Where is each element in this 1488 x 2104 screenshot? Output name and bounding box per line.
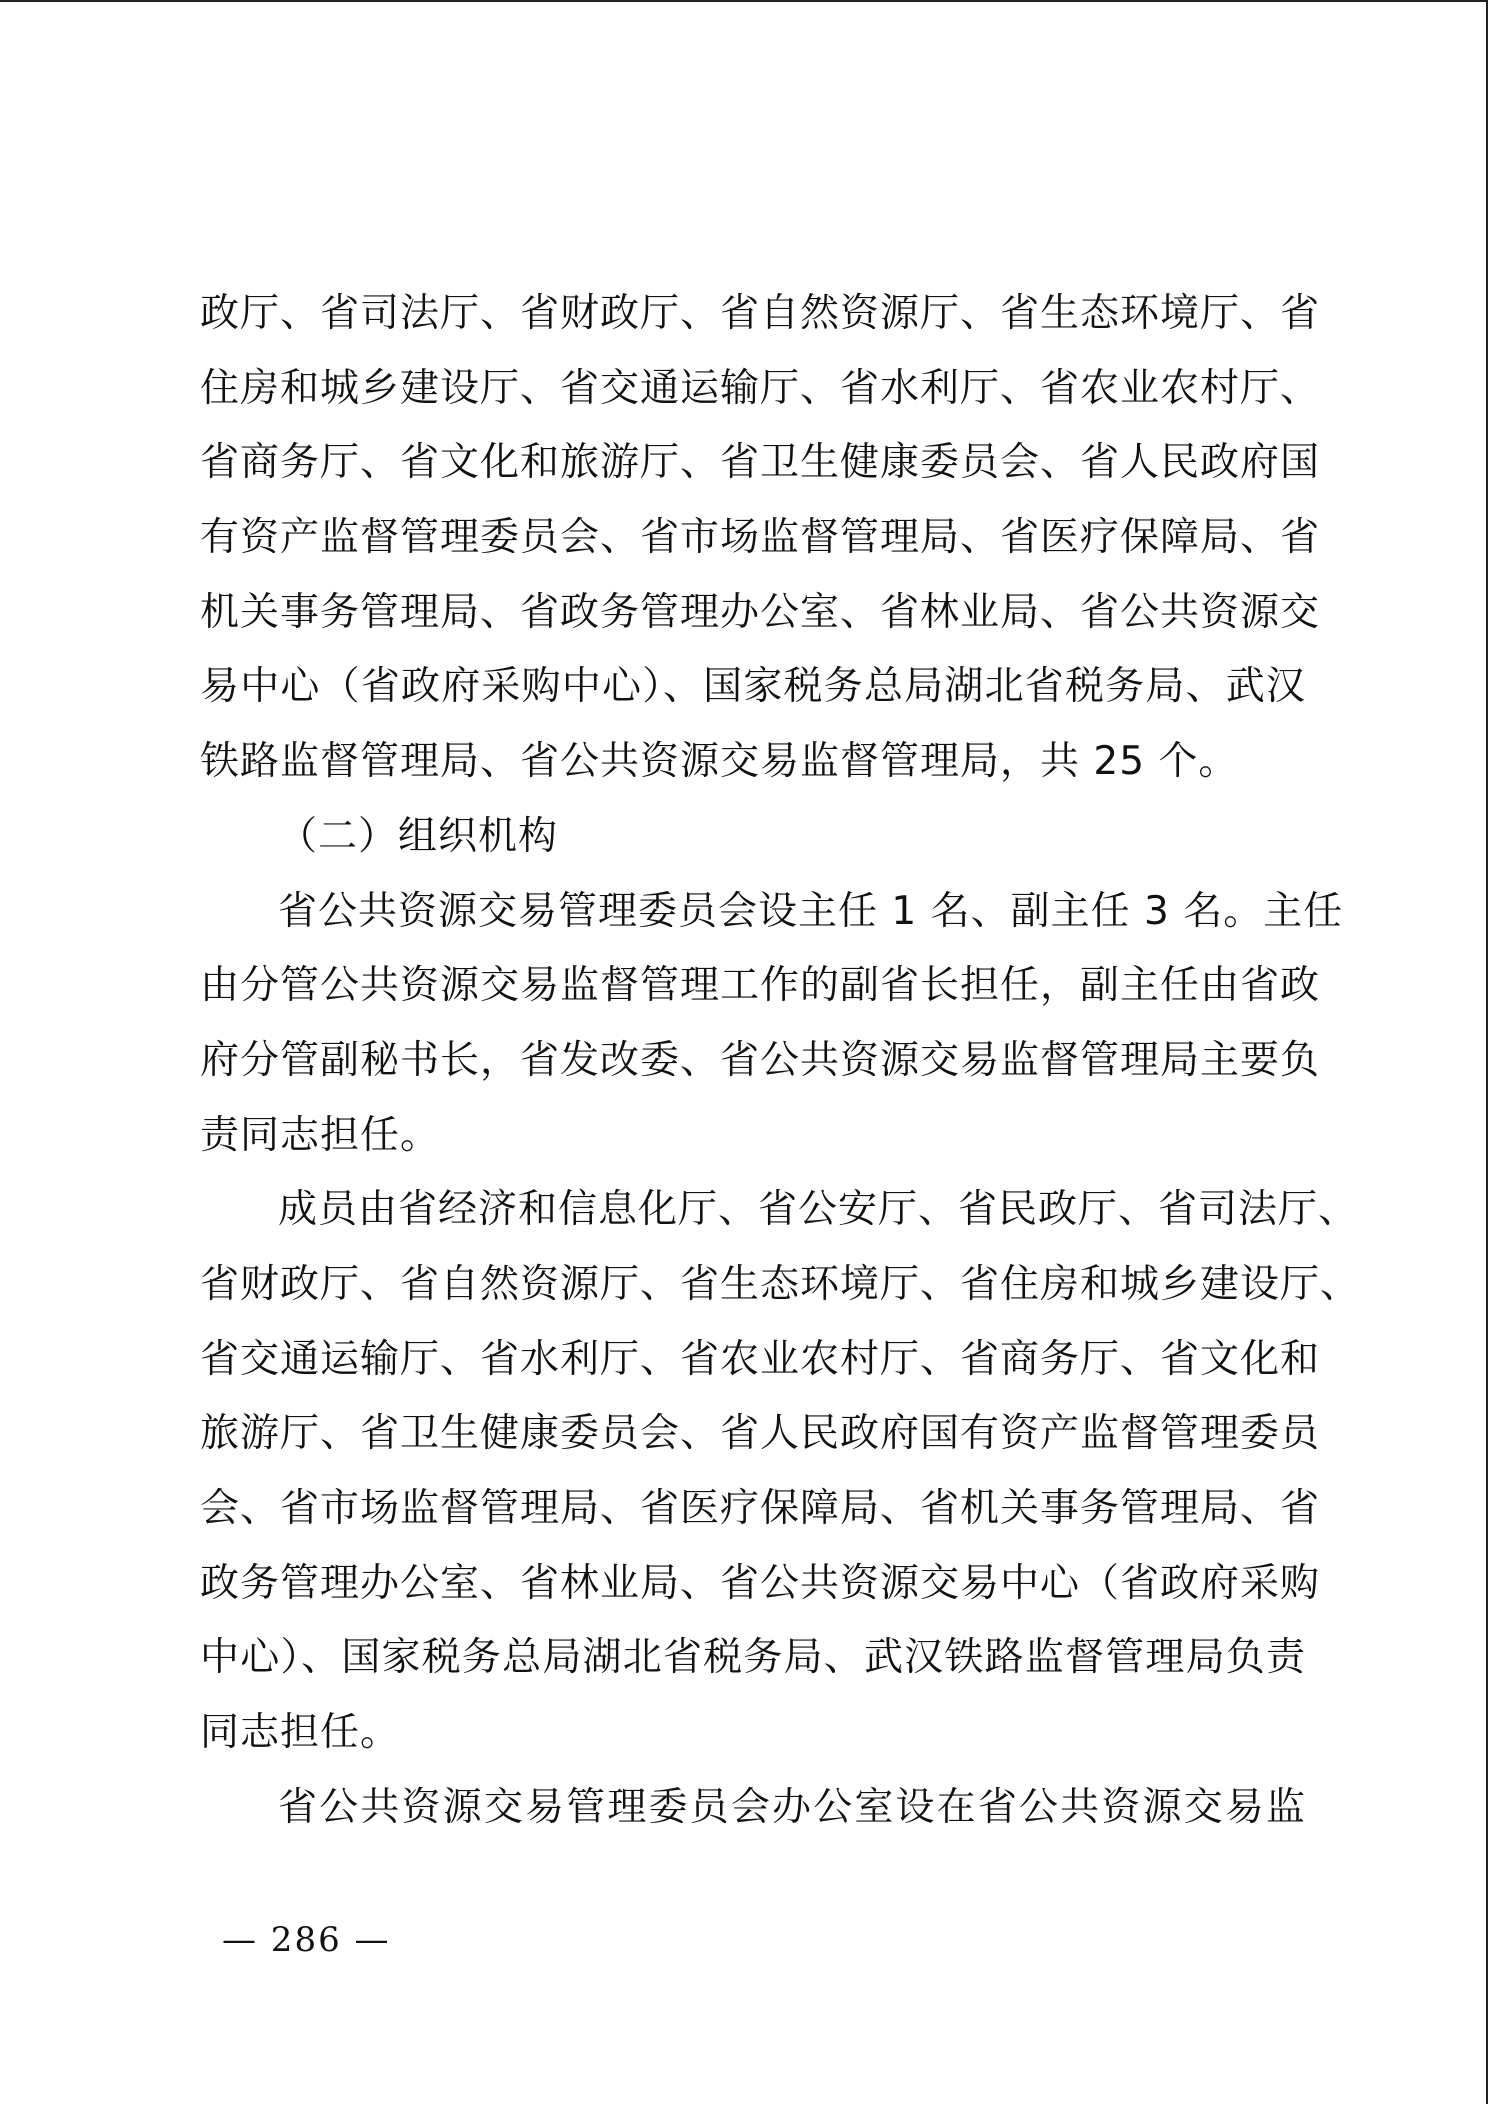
text-line: 省公共资源交易管理委员会办公室设在省公共资源交易监 bbox=[278, 1784, 1306, 1830]
text-line: 省财政厅、省自然资源厅、省生态环境厅、省住房和城乡建设厅、 bbox=[200, 1261, 1361, 1307]
text-line: 省交通运输厅、省水利厅、省农业农村厅、省商务厅、省文化和 bbox=[200, 1336, 1321, 1382]
text-line: 中心）、国家税务总局湖北省税务局、武汉铁路监督管理局负责 bbox=[200, 1635, 1306, 1681]
text-line: 易中心（省政府采购中心）、国家税务总局湖北省税务局、武汉 bbox=[200, 664, 1306, 710]
text-line: 同志担任。 bbox=[200, 1710, 401, 1756]
text-line: 旅游厅、省卫生健康委员会、省人民政府国有资产监督管理委员 bbox=[200, 1411, 1321, 1457]
text-line: 责同志担任。 bbox=[200, 1112, 441, 1158]
text-line: 政厅、省司法厅、省财政厅、省自然资源厅、省生态环境厅、省 bbox=[200, 291, 1321, 336]
document-body bbox=[200, 277, 1361, 1845]
text-line: 府分管副秘书长，省发改委、省公共资源交易监督管理局主要负 bbox=[200, 1037, 1321, 1083]
text-line: 政务管理办公室、省林业局、省公共资源交易中心（省政府采购 bbox=[200, 1560, 1321, 1606]
text-line: 成员由省经济和信息化厅、省公安厅、省民政厅、省司法厅、 bbox=[278, 1187, 1359, 1233]
text-line: 铁路监督管理局、省公共资源交易监督管理局，共 25 个。 bbox=[200, 739, 1239, 785]
text-line: 会、省市场监督管理局、省医疗保障局、省机关事务管理局、省 bbox=[200, 1486, 1321, 1531]
text-line: 省商务厅、省文化和旅游厅、省卫生健康委员会、省人民政府国 bbox=[200, 440, 1321, 486]
text-line: 有资产监督管理委员会、省市场监督管理局、省医疗保障局、省 bbox=[200, 515, 1321, 561]
text-line: 由分管公共资源交易监督管理工作的副省长担任，副主任由省政 bbox=[200, 963, 1321, 1009]
section-heading: （二）组织机构 bbox=[278, 813, 559, 859]
page-number: — 286 — bbox=[222, 1920, 391, 1960]
text-line: 机关事务管理局、省政务管理办公室、省林业局、省公共资源交 bbox=[200, 589, 1321, 635]
text-line: 省公共资源交易管理委员会设主任 1 名、副主任 3 名。主任 bbox=[278, 888, 1344, 934]
text-line: 住房和城乡建设厅、省交通运输厅、省水利厅、省农业农村厅、 bbox=[200, 365, 1321, 411]
